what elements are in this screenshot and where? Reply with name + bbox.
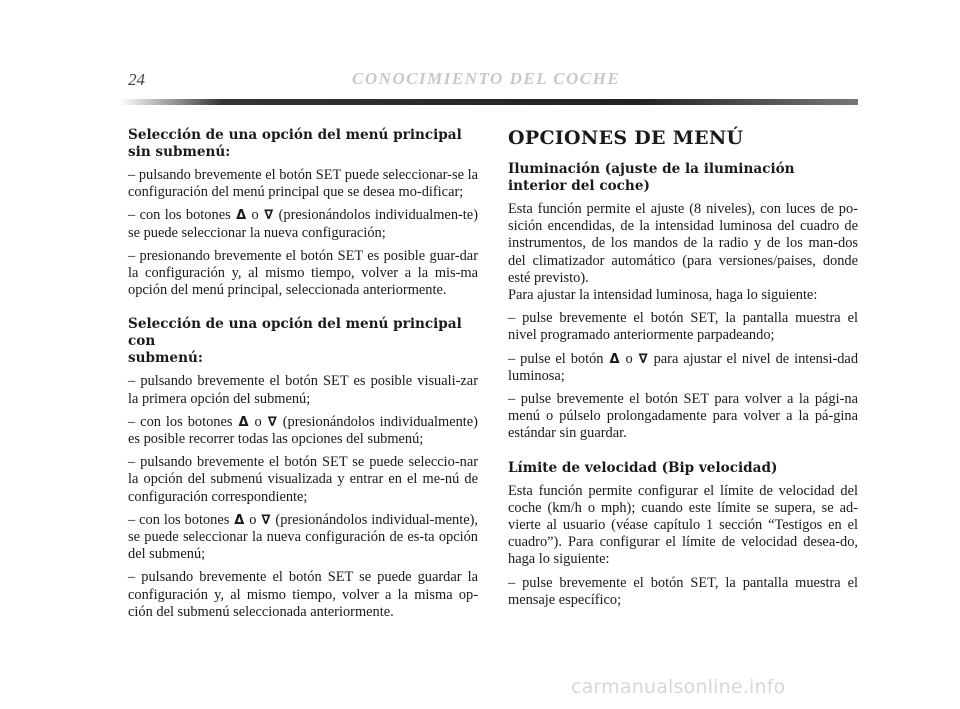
heading-line: Iluminación (ajuste de la iluminación [508,161,795,177]
down-arrow-icon: ∇ [267,414,277,430]
text: o [249,511,257,528]
heading-speed-limit: Límite de velocidad (Bip velocidad) [508,459,778,476]
heading-illumination [508,161,858,195]
text: (presionándolos individual-mente), se puede seleccionar la nueva configuración de es-ta opción del submenú; [128,511,478,563]
paragraph [128,512,478,564]
section-title: OPCIONES DE MENÚ [508,127,744,149]
text: o [251,207,259,224]
up-arrow-icon: Δ [234,512,245,528]
text: para ajustar el nivel de intensi-dad luminosa; [508,350,859,384]
down-arrow-icon: ∇ [638,351,648,367]
paragraph [128,207,478,241]
page-number: 24 [128,70,145,89]
up-arrow-icon: Δ [238,414,249,430]
heading-line: submenú: [128,350,203,367]
paragraph: – pulse brevemente el botón SET, la pantalla muestra el nivel programado anteriormente parpadeando; [508,310,858,344]
paragraph: – pulsando brevemente el botón SET se puede guardar la configuración y, al mismo tiempo, volver a la misma op-ción del submenú seleccionada anteriormente. [128,569,478,620]
heading-line: interior del coche) [508,178,650,194]
paragraph [128,414,478,448]
heading-main-menu-with-submenu [128,316,478,367]
watermark-text: carmanualsonline.info [571,676,786,698]
paragraph: Para ajustar la intensidad luminosa, haga lo siguiente: [508,287,818,304]
up-arrow-icon: Δ [609,351,620,367]
paragraph: – pulse brevemente el botón SET, la pantalla muestra el mensaje específico; [508,574,858,608]
right-column [508,127,858,615]
heading-line: Selección de una opción del menú principal [128,127,462,143]
heading-line: sin submenú: [128,144,231,160]
running-title: CONOCIMIENTO DEL COCHE [352,69,621,88]
paragraph: – pulsando brevemente el botón SET es posible visuali-zar la primera opción del submenú; [128,373,478,407]
text: o [254,413,262,430]
heading-line: Selección de una opción del menú principal con [128,316,462,350]
left-column [128,127,478,627]
paragraph: – presionando brevemente el botón SET es posible guar-dar la configuración y, al mismo tiempo, volver a la mis-ma opción del menú principal, seleccionada anteriormente. [128,247,478,299]
down-arrow-icon: ∇ [261,512,271,528]
paragraph: Esta función permite el ajuste (8 niveles), con luces de po-sición encendidas, de la intensidad luminosa del cuadro de instrumentos, de los mandos de la radio y de los man-dos del climatizador automático (para versiones/paises, donde esté previsto). [508,201,858,286]
paragraph: – pulsando brevemente el botón SET puede seleccionar-se la configuración del menú principal que se desea mo-dificar; [128,167,478,201]
text: o [625,350,633,367]
down-arrow-icon: ∇ [264,208,274,224]
header-rule [120,99,858,105]
paragraph: – pulsando brevemente el botón SET se puede seleccio-nar la opción del submenú visualizada y entrar en el me-nú de configuración correspondiente; [128,454,478,505]
paragraph: – pulse brevemente el botón SET para volver a la pági-na menú o púlselo prolongadamente para volver a la pá-gina estándar sin guardar. [508,391,858,442]
text: (presionándolos individualmente) es posible recorrer todas las opciones del submenú; [128,413,478,448]
heading-main-menu-no-submenu [128,127,478,161]
paragraph [508,351,858,385]
up-arrow-icon: Δ [236,208,247,224]
text: – con los botones [128,413,233,430]
text: – pulse el botón [508,350,604,367]
text: – con los botones [128,207,231,224]
text: – con los botones [128,511,230,528]
paragraph: Esta función permite configurar el límite de velocidad del coche (km/h o mph); cuando este límite se supera, se ad-vierte al usuario (véase capítulo 1 sección “Testigos en el cuadro”). Para configurar el límite de velocidad desea-do, haga lo siguiente: [508,482,858,568]
text: (presionándolos individualmen-te) se puede seleccionar la nueva configuración; [128,207,478,241]
